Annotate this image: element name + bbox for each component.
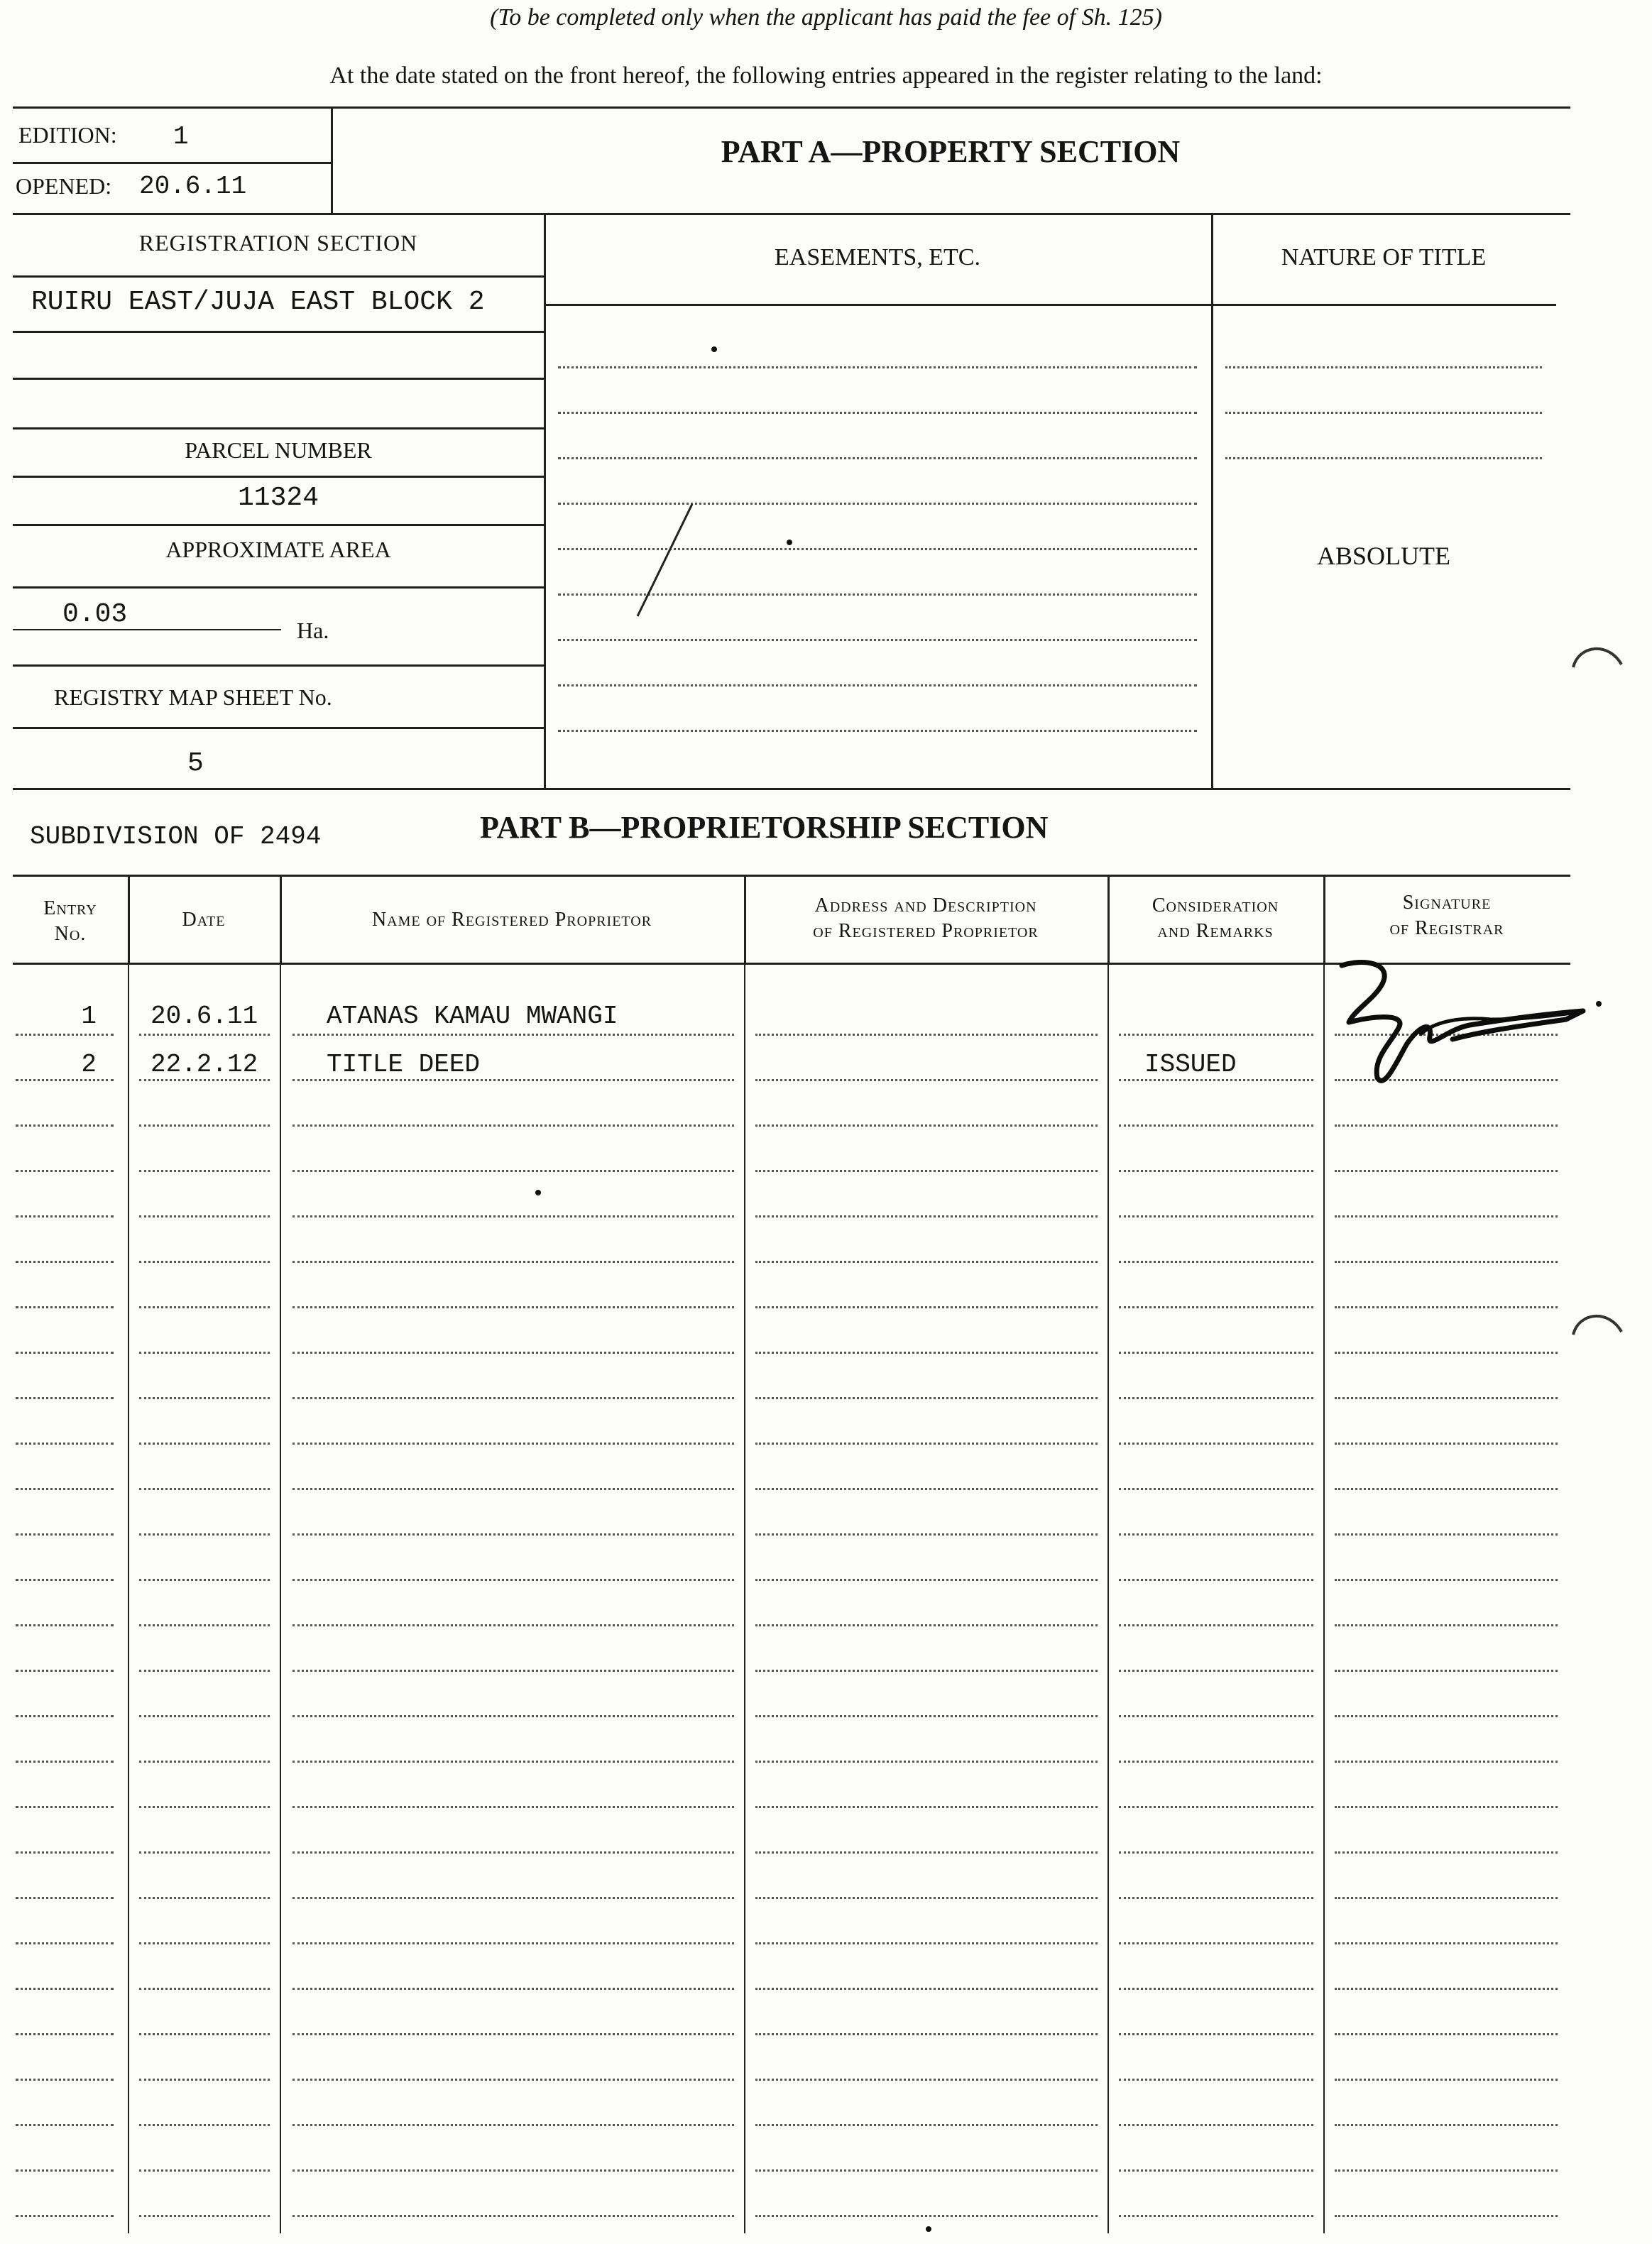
nature-of-title-label: NATURE OF TITLE bbox=[1281, 244, 1487, 270]
ledger-rule bbox=[292, 1170, 734, 1172]
ledger-rule bbox=[16, 1715, 114, 1717]
ledger-rule bbox=[755, 1443, 1098, 1445]
ledger-rule bbox=[292, 1352, 734, 1354]
ledger-rule bbox=[755, 1988, 1098, 1990]
ledger-rule bbox=[755, 1761, 1098, 1763]
opened-value: 20.6.11 bbox=[139, 172, 247, 201]
entry-2-name: TITLE DEED bbox=[327, 1050, 481, 1079]
col-address-line2: of Registered Proprietor bbox=[813, 920, 1039, 942]
ledger-rule bbox=[1119, 2033, 1313, 2035]
ledger-rule bbox=[16, 1170, 114, 1172]
ledger-rule bbox=[1335, 1851, 1558, 1854]
entry-2-date: 22.2.12 bbox=[151, 1050, 258, 1079]
ledger-rule bbox=[1119, 1124, 1313, 1127]
ledger-rule bbox=[755, 1215, 1098, 1217]
ledger-rule bbox=[292, 1261, 734, 1263]
ledger-rule bbox=[755, 1352, 1098, 1354]
ledger-rule bbox=[1119, 1761, 1313, 1763]
ledger-rule bbox=[139, 1670, 270, 1672]
ledger-rule bbox=[292, 2169, 734, 2172]
entry-1-date: 20.6.11 bbox=[151, 1002, 258, 1031]
ledger-rule bbox=[139, 1806, 270, 1808]
ledger-rule bbox=[755, 1079, 1098, 1081]
ledger-rule bbox=[755, 1488, 1098, 1490]
ledger-rule bbox=[1119, 2169, 1313, 2172]
ledger-rule bbox=[139, 1624, 270, 1626]
col-signature-line1: Signature bbox=[1402, 892, 1492, 914]
approximate-area-value: 0.03 bbox=[62, 599, 128, 630]
ledger-rule bbox=[139, 1715, 270, 1717]
parcel-number-label: PARCEL NUMBER bbox=[185, 437, 372, 463]
ledger-rule bbox=[139, 2124, 270, 2126]
ledger-rule bbox=[16, 1897, 114, 1899]
ledger-rule bbox=[16, 2124, 114, 2126]
ledger-rule bbox=[292, 2033, 734, 2035]
ledger-rule bbox=[755, 2215, 1098, 2217]
edition-value: 1 bbox=[173, 122, 189, 151]
ledger-rule bbox=[16, 1806, 114, 1808]
ledger-rule bbox=[292, 1988, 734, 1990]
ledger-rule bbox=[755, 2169, 1098, 2172]
ledger-rule bbox=[16, 1261, 114, 1263]
registry-map-sheet-label: REGISTRY MAP SHEET No. bbox=[54, 684, 332, 710]
ledger-rule bbox=[1119, 1533, 1313, 1536]
easements-label: EASEMENTS, ETC. bbox=[775, 244, 980, 270]
col-consideration-header bbox=[1107, 893, 1323, 944]
ledger-rule bbox=[16, 1306, 114, 1308]
ledger-rule bbox=[755, 2033, 1098, 2035]
ledger-rule bbox=[1119, 1579, 1313, 1581]
ledger-rule bbox=[16, 1488, 114, 1490]
ledger-rule bbox=[1335, 1897, 1558, 1899]
ledger-rule bbox=[1335, 1443, 1558, 1445]
intro-text: At the date stated on the front hereof, the following entries appeared in the register relating to the land: bbox=[329, 62, 1323, 89]
ledger-rule bbox=[139, 1124, 270, 1127]
ledger-rule bbox=[16, 2079, 114, 2081]
ledger-rule bbox=[1119, 1988, 1313, 1990]
ledger-rule bbox=[292, 1079, 734, 1081]
ledger-rule bbox=[755, 2079, 1098, 2081]
ledger-rule bbox=[16, 1124, 114, 1127]
ledger-rule bbox=[1119, 1942, 1313, 1944]
ledger-rule bbox=[16, 1988, 114, 1990]
ledger-rule bbox=[1119, 2215, 1313, 2217]
ledger-rule bbox=[292, 1897, 734, 1899]
ledger-rule bbox=[1119, 1624, 1313, 1626]
ledger-rule bbox=[292, 1397, 734, 1399]
col-address-line1: Address and Description bbox=[814, 894, 1037, 916]
ledger-rule bbox=[1335, 2215, 1558, 2217]
ledger-rule bbox=[139, 1170, 270, 1172]
ledger-rule bbox=[1335, 1942, 1558, 1944]
entry-1-no: 1 bbox=[81, 1002, 97, 1031]
ledger-rule bbox=[139, 2079, 270, 2081]
punch-hole-upper bbox=[1569, 639, 1626, 689]
ledger-rule bbox=[139, 1306, 270, 1308]
part-b-title: PART B—PROPRIETORSHIP SECTION bbox=[480, 810, 1049, 845]
punch-hole-lower bbox=[1569, 1306, 1626, 1356]
ledger-rule bbox=[139, 2169, 270, 2172]
ledger-rule bbox=[1335, 1215, 1558, 1217]
ledger-rule bbox=[1335, 1533, 1558, 1536]
subdivision-note: SUBDIVISION OF 2494 bbox=[30, 822, 322, 851]
ledger-rule bbox=[1335, 1124, 1558, 1127]
ledger-rule bbox=[292, 1761, 734, 1763]
ledger-rule bbox=[755, 1306, 1098, 1308]
ledger-rule bbox=[1119, 2079, 1313, 2081]
parcel-number-value: 11324 bbox=[237, 483, 319, 513]
ledger-rule bbox=[292, 1533, 734, 1536]
ledger-rule bbox=[1335, 1761, 1558, 1763]
nature-of-title-value: ABSOLUTE bbox=[1317, 542, 1450, 570]
ledger-rule bbox=[1119, 1715, 1313, 1717]
ledger-rule bbox=[139, 1079, 270, 1081]
ledger-rule bbox=[1119, 2124, 1313, 2126]
ledger-rule bbox=[292, 1443, 734, 1445]
registry-map-sheet-value: 5 bbox=[187, 748, 204, 779]
ledger-rule bbox=[1335, 1579, 1558, 1581]
ledger-rule bbox=[755, 1851, 1098, 1854]
ledger-rule bbox=[1335, 2033, 1558, 2035]
ledger-rule bbox=[139, 1352, 270, 1354]
ledger-rule bbox=[139, 1897, 270, 1899]
ledger-rule bbox=[1335, 1306, 1558, 1308]
ledger-rule bbox=[755, 1261, 1098, 1263]
ledger-rule bbox=[292, 1942, 734, 1944]
entry-2-remarks: ISSUED bbox=[1144, 1050, 1237, 1079]
ledger-rule bbox=[1119, 1079, 1313, 1081]
ledger-rule bbox=[16, 2169, 114, 2172]
edition-label: EDITION: bbox=[18, 122, 117, 148]
col-date-header: Date bbox=[182, 909, 226, 931]
part-a-title: PART A—PROPERTY SECTION bbox=[721, 134, 1181, 169]
ledger-rule bbox=[16, 1851, 114, 1854]
ledger-rule bbox=[755, 1670, 1098, 1672]
ledger-rule bbox=[139, 1761, 270, 1763]
ledger-rule bbox=[139, 1488, 270, 1490]
ledger-rule bbox=[292, 1215, 734, 1217]
ledger-rule bbox=[755, 1942, 1098, 1944]
entry-1-name: ATANAS KAMAU MWANGI bbox=[327, 1002, 618, 1031]
ledger-rule bbox=[755, 1124, 1098, 1127]
col-entry-line2: No. bbox=[54, 923, 87, 945]
ledger-rule bbox=[16, 1533, 114, 1536]
col-address-header bbox=[744, 893, 1107, 944]
ledger-rule bbox=[1119, 1034, 1313, 1036]
ledger-rule bbox=[1335, 2124, 1558, 2126]
ledger-rule bbox=[292, 1488, 734, 1490]
ledger-rule bbox=[16, 1215, 114, 1217]
ledger-rule bbox=[139, 1215, 270, 1217]
col-signature-line2: of Registrar bbox=[1389, 917, 1504, 939]
ledger-rule bbox=[292, 1579, 734, 1581]
ledger-rule bbox=[1335, 1170, 1558, 1172]
ledger-rule bbox=[139, 1443, 270, 1445]
ledger-rule bbox=[1335, 1806, 1558, 1808]
ledger-rule bbox=[1119, 1215, 1313, 1217]
ledger-rule bbox=[292, 1124, 734, 1127]
col-consideration-line1: Consideration bbox=[1152, 894, 1279, 916]
ledger-rule bbox=[139, 2033, 270, 2035]
ledger-rule bbox=[16, 2215, 114, 2217]
ledger-rule bbox=[292, 1670, 734, 1672]
ledger-rule bbox=[292, 1034, 734, 1036]
ledger-rule bbox=[139, 1988, 270, 1990]
ledger-rule bbox=[139, 1034, 270, 1036]
ledger-rule bbox=[755, 1170, 1098, 1172]
ledger-rule bbox=[1335, 1488, 1558, 1490]
ledger-rule bbox=[16, 1579, 114, 1581]
ledger-rule bbox=[1335, 2079, 1558, 2081]
ledger-rule bbox=[292, 1851, 734, 1854]
ledger-rule bbox=[1335, 2169, 1558, 2172]
col-entry-line1: Entry bbox=[43, 897, 97, 919]
ledger-rule bbox=[755, 1624, 1098, 1626]
ledger-rule bbox=[1119, 1261, 1313, 1263]
ledger-rule bbox=[1119, 1897, 1313, 1899]
pen-stroke bbox=[625, 497, 710, 625]
ledger-rule bbox=[16, 1397, 114, 1399]
ledger-rule bbox=[292, 1306, 734, 1308]
ledger-rule bbox=[1335, 1352, 1558, 1354]
ledger-rule bbox=[16, 1079, 114, 1081]
ledger-rule bbox=[755, 1806, 1098, 1808]
ledger-rule bbox=[139, 1942, 270, 1944]
ledger-rule bbox=[755, 1533, 1098, 1536]
registration-section-value: RUIRU EAST/JUJA EAST BLOCK 2 bbox=[31, 287, 485, 317]
ledger-rule bbox=[16, 1942, 114, 1944]
ledger-rule bbox=[16, 1670, 114, 1672]
ledger-rule bbox=[755, 1579, 1098, 1581]
ledger-rule bbox=[1119, 1443, 1313, 1445]
ledger-rule bbox=[292, 1715, 734, 1717]
ledger-rule bbox=[755, 1897, 1098, 1899]
ledger-rule bbox=[1335, 1670, 1558, 1672]
approximate-area-label: APPROXIMATE AREA bbox=[165, 537, 391, 562]
ledger-rule bbox=[755, 2124, 1098, 2126]
ledger-rule bbox=[1119, 1306, 1313, 1308]
ledger-rule bbox=[292, 2215, 734, 2217]
ledger-rule bbox=[16, 1761, 114, 1763]
ledger-rule bbox=[1119, 1851, 1313, 1854]
ledger-rule bbox=[1335, 1715, 1558, 1717]
ledger-rule bbox=[1335, 1261, 1558, 1263]
ledger-rule bbox=[755, 1034, 1098, 1036]
ledger-rule bbox=[16, 1352, 114, 1354]
ledger-rule bbox=[292, 2079, 734, 2081]
ledger-rule bbox=[292, 1624, 734, 1626]
ledger-rule bbox=[139, 1851, 270, 1854]
col-signature-header bbox=[1323, 890, 1570, 941]
ledger-rule bbox=[16, 1034, 114, 1036]
ledger-rule bbox=[755, 1397, 1098, 1399]
ledger-rule bbox=[292, 2124, 734, 2126]
fee-notice: (To be completed only when the applicant has paid the fee of Sh. 125) bbox=[490, 4, 1162, 31]
ledger-rule bbox=[1119, 1806, 1313, 1808]
ledger-rule bbox=[1335, 1988, 1558, 1990]
ledger-rule bbox=[1335, 1624, 1558, 1626]
ledger-rule bbox=[755, 1715, 1098, 1717]
registrar-signature bbox=[1313, 951, 1612, 1107]
ledger-rule bbox=[139, 1397, 270, 1399]
ledger-rule bbox=[1119, 1670, 1313, 1672]
ledger-rule bbox=[139, 1533, 270, 1536]
entry-2-no: 2 bbox=[81, 1050, 97, 1079]
ledger-rule bbox=[16, 1443, 114, 1445]
registration-section-label: REGISTRATION SECTION bbox=[138, 230, 418, 256]
ledger-rule bbox=[1335, 1397, 1558, 1399]
opened-label: OPENED: bbox=[16, 173, 112, 199]
ledger-rule bbox=[16, 2033, 114, 2035]
ledger-rule bbox=[139, 1261, 270, 1263]
ledger-rule bbox=[1119, 1397, 1313, 1399]
ledger-rule bbox=[1119, 1488, 1313, 1490]
ledger-rule bbox=[292, 1806, 734, 1808]
ledger-rule bbox=[16, 1624, 114, 1626]
col-name-header: Name of Registered Proprietor bbox=[371, 909, 652, 931]
area-unit: Ha. bbox=[297, 618, 329, 643]
ledger-rule bbox=[139, 1579, 270, 1581]
ledger-rule bbox=[139, 2215, 270, 2217]
ledger-rule bbox=[1119, 1352, 1313, 1354]
col-consideration-line2: and Remarks bbox=[1157, 920, 1274, 942]
ledger-rule bbox=[1119, 1170, 1313, 1172]
col-entry-header bbox=[13, 896, 128, 947]
